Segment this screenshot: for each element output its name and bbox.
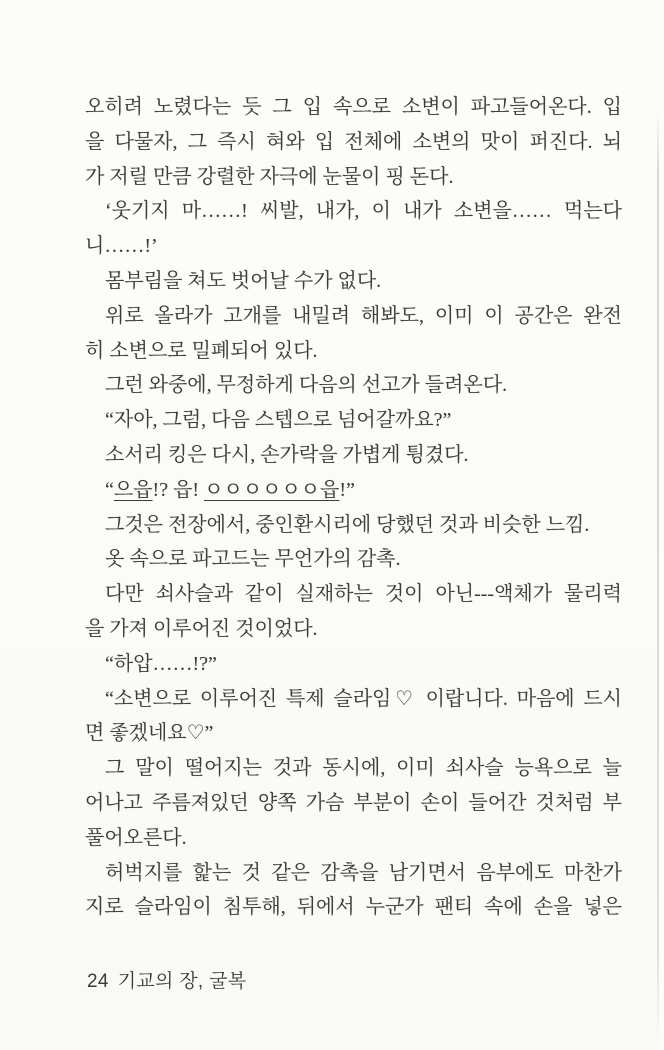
text-line [85, 890, 622, 925]
text-run: “ [105, 478, 114, 501]
underlined-text-run: ㅇㅇㅇㅇㅇㅇ읍 [204, 478, 340, 501]
text-line [85, 716, 622, 751]
text-run: 소서리 킹은 다시, 손가락을 가볍게 튕겼다. [105, 443, 469, 466]
text-run: 허벅지를 핥는 것 같은 감촉을 남기면서 음부에도 마찬가 [105, 861, 622, 884]
text-line [85, 786, 622, 821]
text-run: 그런 와중에, 무정하게 다음의 선고가 들려온다. [105, 374, 508, 397]
text-run: 위로 올라가 고개를 내밀려 해봐도, 이미 이 공간은 완전 [105, 304, 622, 327]
text-line [85, 160, 622, 195]
text-run: 다만 쇠사슬과 같이 실재하는 것이 아닌---액체가 물리력 [105, 583, 622, 606]
text-line [85, 577, 622, 612]
text-line [85, 542, 622, 577]
footer-page-number: 24 [87, 971, 109, 992]
text-line [85, 264, 622, 299]
text-line [85, 473, 622, 508]
text-line [85, 508, 622, 543]
text-run: 오히려 노렸다는 듯 그 입 속으로 소변이 파고들어온다. 입 [85, 96, 622, 118]
text-run: 그것은 전장에서, 중인환시리에 당했던 것과 비슷한 느낌. [105, 513, 590, 536]
text-run: !? 읍! [152, 478, 205, 501]
text-line [85, 438, 622, 473]
text-line [85, 403, 622, 438]
text-run: 가 저릴 만큼 강렬한 자극에 눈물이 핑 돈다. [85, 165, 454, 188]
text-line [85, 194, 622, 229]
text-line [85, 229, 622, 264]
text-line [85, 856, 622, 891]
text-run: “자아, 그럼, 다음 스텝으로 넘어갈까요?” [105, 409, 452, 432]
text-run: 을 가져 이루어진 것이었다. [85, 617, 318, 640]
text-line [85, 821, 622, 856]
text-line [85, 299, 622, 334]
text-line [85, 647, 622, 682]
text-run: 히 소변으로 밀폐되어 있다. [85, 339, 318, 362]
page-footer [87, 966, 246, 993]
text-run: 그 말이 떨어지는 것과 동시에, 이미 쇠사슬 능욕으로 늘 [105, 757, 622, 780]
text-run: 면 좋겠네요♡” [85, 722, 214, 745]
text-run: “하압……!?” [105, 652, 217, 675]
text-run: !” [339, 478, 355, 501]
text-run: 옷 속으로 파고드는 무언가의 감촉. [105, 548, 401, 571]
text-run: ‘웃기지 마……! 씨발, 내가, 이 내가 소변을…… 먹는다 [105, 200, 622, 223]
text-line [85, 334, 622, 369]
page-edge-strip [659, 0, 664, 1050]
text-line [85, 368, 622, 403]
text-run: 니……!’ [85, 235, 158, 258]
text-line [85, 125, 622, 160]
text-run: 풀어오른다. [85, 826, 187, 849]
page-edge-shadow [657, 110, 659, 1038]
text-run: 몸부림을 쳐도 벗어날 수가 없다. [105, 269, 382, 292]
page-text-block [85, 90, 622, 925]
text-line [85, 90, 622, 125]
text-run: “소변으로 이루어진 특제 슬라임♡ 이랍니다. 마음에 드시 [105, 687, 622, 710]
text-run: 지로 슬라임이 침투해, 뒤에서 누군가 팬티 속에 손을 넣은 [85, 896, 622, 919]
text-line [85, 682, 622, 717]
text-run: 어나고 주름져있던 양쪽 가슴 부분이 손이 들어간 것처럼 부 [85, 791, 622, 814]
text-line [85, 612, 622, 647]
underlined-text-run: 으읍 [113, 478, 153, 501]
text-run: 을 다물자, 그 즉시 혀와 입 전체에 소변의 맛이 퍼진다. 뇌 [85, 130, 622, 153]
footer-chapter-title: 기교의 장, 굴복 [117, 971, 247, 992]
text-line [85, 751, 622, 786]
